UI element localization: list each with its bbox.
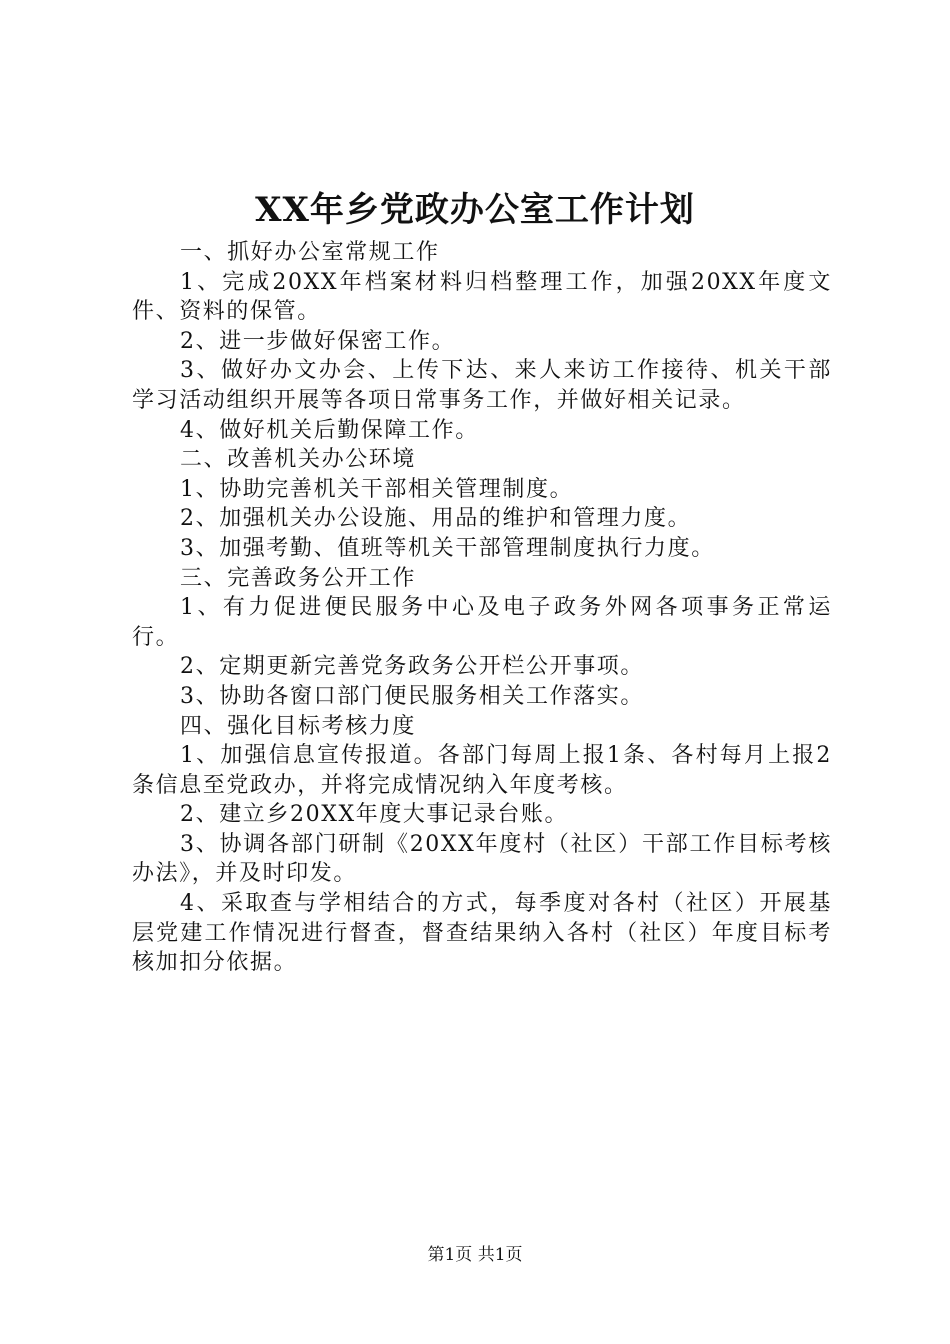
document-body (132, 238, 832, 978)
section-heading: 一、抓好办公室常规工作 (180, 240, 440, 265)
paragraph: 1、有力促进便民服务中心及电子政务外网各项事务正常运行。 (132, 595, 832, 650)
paragraph: 2、建立乡20XX年度大事记录台账。 (180, 802, 569, 828)
section-heading: 四、强化目标考核力度 (180, 713, 417, 739)
page-number-footer: 第1页 共1页 (427, 1245, 523, 1265)
paragraph: 1、完成20XX年档案材料归档整理工作，加强20XX年度文件、资料的保管。 (132, 269, 832, 325)
document-title: XX年乡党政办公室工作计划 (255, 190, 695, 230)
paragraph: 3、加强考勤、值班等机关干部管理制度执行力度。 (180, 535, 715, 561)
paragraph: 2、进一步做好保密工作。 (180, 328, 456, 354)
paragraph: 3、协调各部门研制《20XX年度村（社区）干部工作目标考核办法》，并及时印发。 (132, 831, 832, 887)
paragraph: 4、做好机关后勤保障工作。 (180, 417, 479, 443)
paragraph: 2、定期更新完善党务政务公开栏公开事项。 (180, 654, 644, 680)
section-heading: 二、改善机关办公环境 (180, 447, 417, 473)
paragraph: 2、加强机关办公设施、用品的维护和管理力度。 (180, 506, 692, 532)
paragraph: 3、做好办文办会、上传下达、来人来访工作接待、机关干部学习活动组织开展等各项日常事务工作，并做好相关记录。 (132, 358, 832, 413)
paragraph: 1、协助完善机关干部相关管理制度。 (180, 476, 574, 502)
paragraph: 4、采取查与学相结合的方式，每季度对各村（社区）开展基层党建工作情况进行督查，督查结果纳入各村（社区）年度目标考核加扣分依据。 (132, 891, 832, 976)
paragraph: 3、协助各窗口部门便民服务相关工作落实。 (180, 683, 644, 709)
paragraph: 1、加强信息宣传报道。各部门每周上报1条、各村每月上报2条信息至党政办，并将完成情况纳入年度考核。 (132, 743, 832, 798)
section-heading: 三、完善政务公开工作 (180, 565, 417, 591)
